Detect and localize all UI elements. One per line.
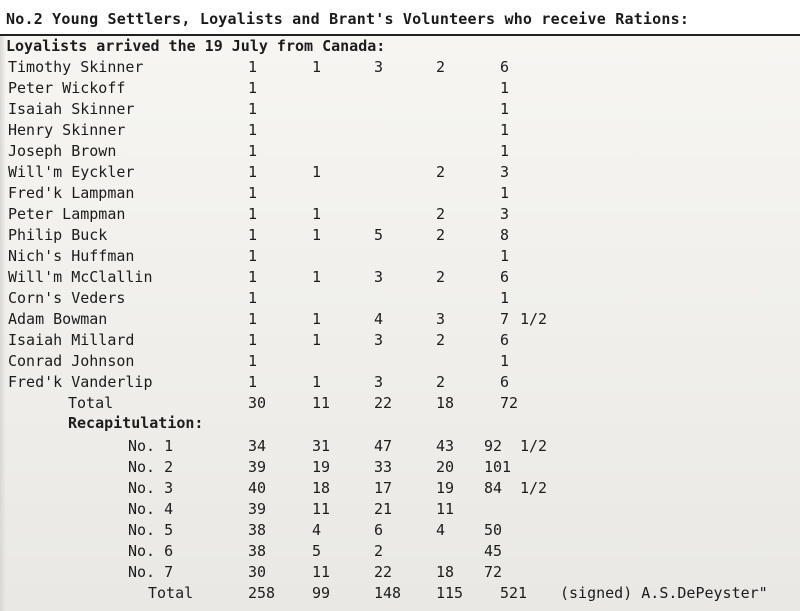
recap-label: No. 4 [128,500,174,518]
person-name: Fred'k Lampman [8,184,135,202]
cell-c1: 1 [248,205,258,223]
person-name: Henry Skinner [8,121,126,139]
person-name: Adam Bowman [8,310,108,328]
cell-c2: 1 [312,268,322,286]
cell-c4: 3 [436,310,446,328]
recap-c3: 47 [374,437,393,455]
grand-total-c5: 521 [500,584,528,602]
total-c1: 30 [248,394,267,412]
recap-c5: 45 [484,542,503,560]
total-c2: 11 [312,394,331,412]
person-name: Fred'k Vanderlip [8,373,153,391]
page-shadow [0,34,6,611]
cell-c1: 1 [248,163,258,181]
recap-c2: 4 [312,521,322,539]
cell-c6: 1/2 [520,310,548,328]
recap-c1: 34 [248,437,267,455]
cell-c3: 3 [374,373,384,391]
cell-c1: 1 [248,100,258,118]
cell-c1: 1 [248,58,258,76]
recap-c3: 33 [374,458,393,476]
recap-c4: 4 [436,521,446,539]
recap-c2: 11 [312,500,331,518]
cell-c2: 1 [312,331,322,349]
cell-c5: 1 [500,352,510,370]
person-name: Nich's Huffman [8,247,135,265]
cell-c4: 2 [436,268,446,286]
recap-c4: 20 [436,458,455,476]
recap-c6: 1/2 [520,479,548,497]
person-name: Corn's Veders [8,289,126,307]
recap-c6: 1/2 [520,437,548,455]
cell-c4: 2 [436,163,446,181]
total-c4: 18 [436,394,455,412]
cell-c3: 4 [374,310,384,328]
cell-c1: 1 [248,226,258,244]
cell-c1: 1 [248,142,258,160]
section-title: Loyalists arrived the 19 July from Canada: [6,37,386,55]
recap-label: No. 7 [128,563,174,581]
cell-c5: 6 [500,373,510,391]
recap-c2: 19 [312,458,331,476]
cell-c5: 1 [500,247,510,265]
recap-c5: 101 [484,458,512,476]
cell-c1: 1 [248,373,258,391]
cell-c5: 1 [500,289,510,307]
recap-label: No. 3 [128,479,174,497]
person-name: Will'm Eyckler [8,163,135,181]
recap-c1: 39 [248,458,267,476]
person-name: Will'm McClallin [8,268,153,286]
cell-c2: 1 [312,163,322,181]
cell-c1: 1 [248,247,258,265]
cell-c1: 1 [248,352,258,370]
recap-c1: 30 [248,563,267,581]
cell-c1: 1 [248,310,258,328]
recap-c3: 22 [374,563,393,581]
recap-c3: 6 [374,521,384,539]
cell-c5: 3 [500,205,510,223]
person-name: Conrad Johnson [8,352,135,370]
signature: (signed) A.S.DePeyster" [560,584,768,602]
cell-c3: 5 [374,226,384,244]
recap-c2: 18 [312,479,331,497]
cell-c1: 1 [248,289,258,307]
recap-c4: 18 [436,563,455,581]
person-name: Isaiah Millard [8,331,135,349]
grand-total-label: Total [148,584,194,602]
cell-c1: 1 [248,121,258,139]
cell-c5: 7 [500,310,510,328]
grand-total-c3: 148 [374,584,402,602]
recap-c2: 31 [312,437,331,455]
recap-label: No. 2 [128,458,174,476]
cell-c5: 1 [500,121,510,139]
cell-c5: 1 [500,79,510,97]
cell-c1: 1 [248,268,258,286]
person-name: Isaiah Skinner [8,100,135,118]
total-c3: 22 [374,394,393,412]
person-name: Timothy Skinner [8,58,144,76]
header-band [0,0,800,36]
cell-c3: 3 [374,268,384,286]
recap-c3: 17 [374,479,393,497]
recap-c4: 11 [436,500,455,518]
cell-c5: 1 [500,184,510,202]
person-name: Peter Lampman [8,205,126,223]
cell-c3: 3 [374,58,384,76]
grand-total-c1: 258 [248,584,276,602]
recap-c1: 38 [248,521,267,539]
recap-c5: 72 [484,563,503,581]
recap-title: Recapitulation: [68,414,204,432]
cell-c1: 1 [248,184,258,202]
recap-label: No. 1 [128,437,174,455]
recap-c4: 43 [436,437,455,455]
cell-c4: 2 [436,205,446,223]
recap-c3: 2 [374,542,384,560]
cell-c4: 2 [436,373,446,391]
cell-c2: 1 [312,310,322,328]
cell-c2: 1 [312,226,322,244]
recap-label: No. 6 [128,542,174,560]
person-name: Peter Wickoff [8,79,126,97]
recap-c5: 92 [484,437,503,455]
grand-total-c2: 99 [312,584,331,602]
recap-label: No. 5 [128,521,174,539]
cell-c5: 3 [500,163,510,181]
grand-total-c4: 115 [436,584,464,602]
recap-c5: 50 [484,521,503,539]
cell-c5: 1 [500,100,510,118]
recap-c2: 11 [312,563,331,581]
cell-c5: 6 [500,331,510,349]
recap-c4: 19 [436,479,455,497]
cell-c1: 1 [248,79,258,97]
cell-c5: 6 [500,268,510,286]
cell-c2: 1 [312,373,322,391]
page-title: No.2 Young Settlers, Loyalists and Brant's Volunteers who receive Rations: [6,10,690,28]
cell-c1: 1 [248,331,258,349]
cell-c4: 2 [436,58,446,76]
person-name: Philip Buck [8,226,108,244]
cell-c5: 1 [500,142,510,160]
cell-c5: 8 [500,226,510,244]
cell-c5: 6 [500,58,510,76]
cell-c4: 2 [436,331,446,349]
cell-c2: 1 [312,205,322,223]
total-c5: 72 [500,394,519,412]
recap-c1: 40 [248,479,267,497]
total-label: Total [68,394,114,412]
recap-c5: 84 [484,479,503,497]
cell-c4: 2 [436,226,446,244]
recap-c1: 38 [248,542,267,560]
recap-c2: 5 [312,542,322,560]
cell-c3: 3 [374,331,384,349]
person-name: Joseph Brown [8,142,117,160]
cell-c2: 1 [312,58,322,76]
recap-c3: 21 [374,500,393,518]
recap-c1: 39 [248,500,267,518]
